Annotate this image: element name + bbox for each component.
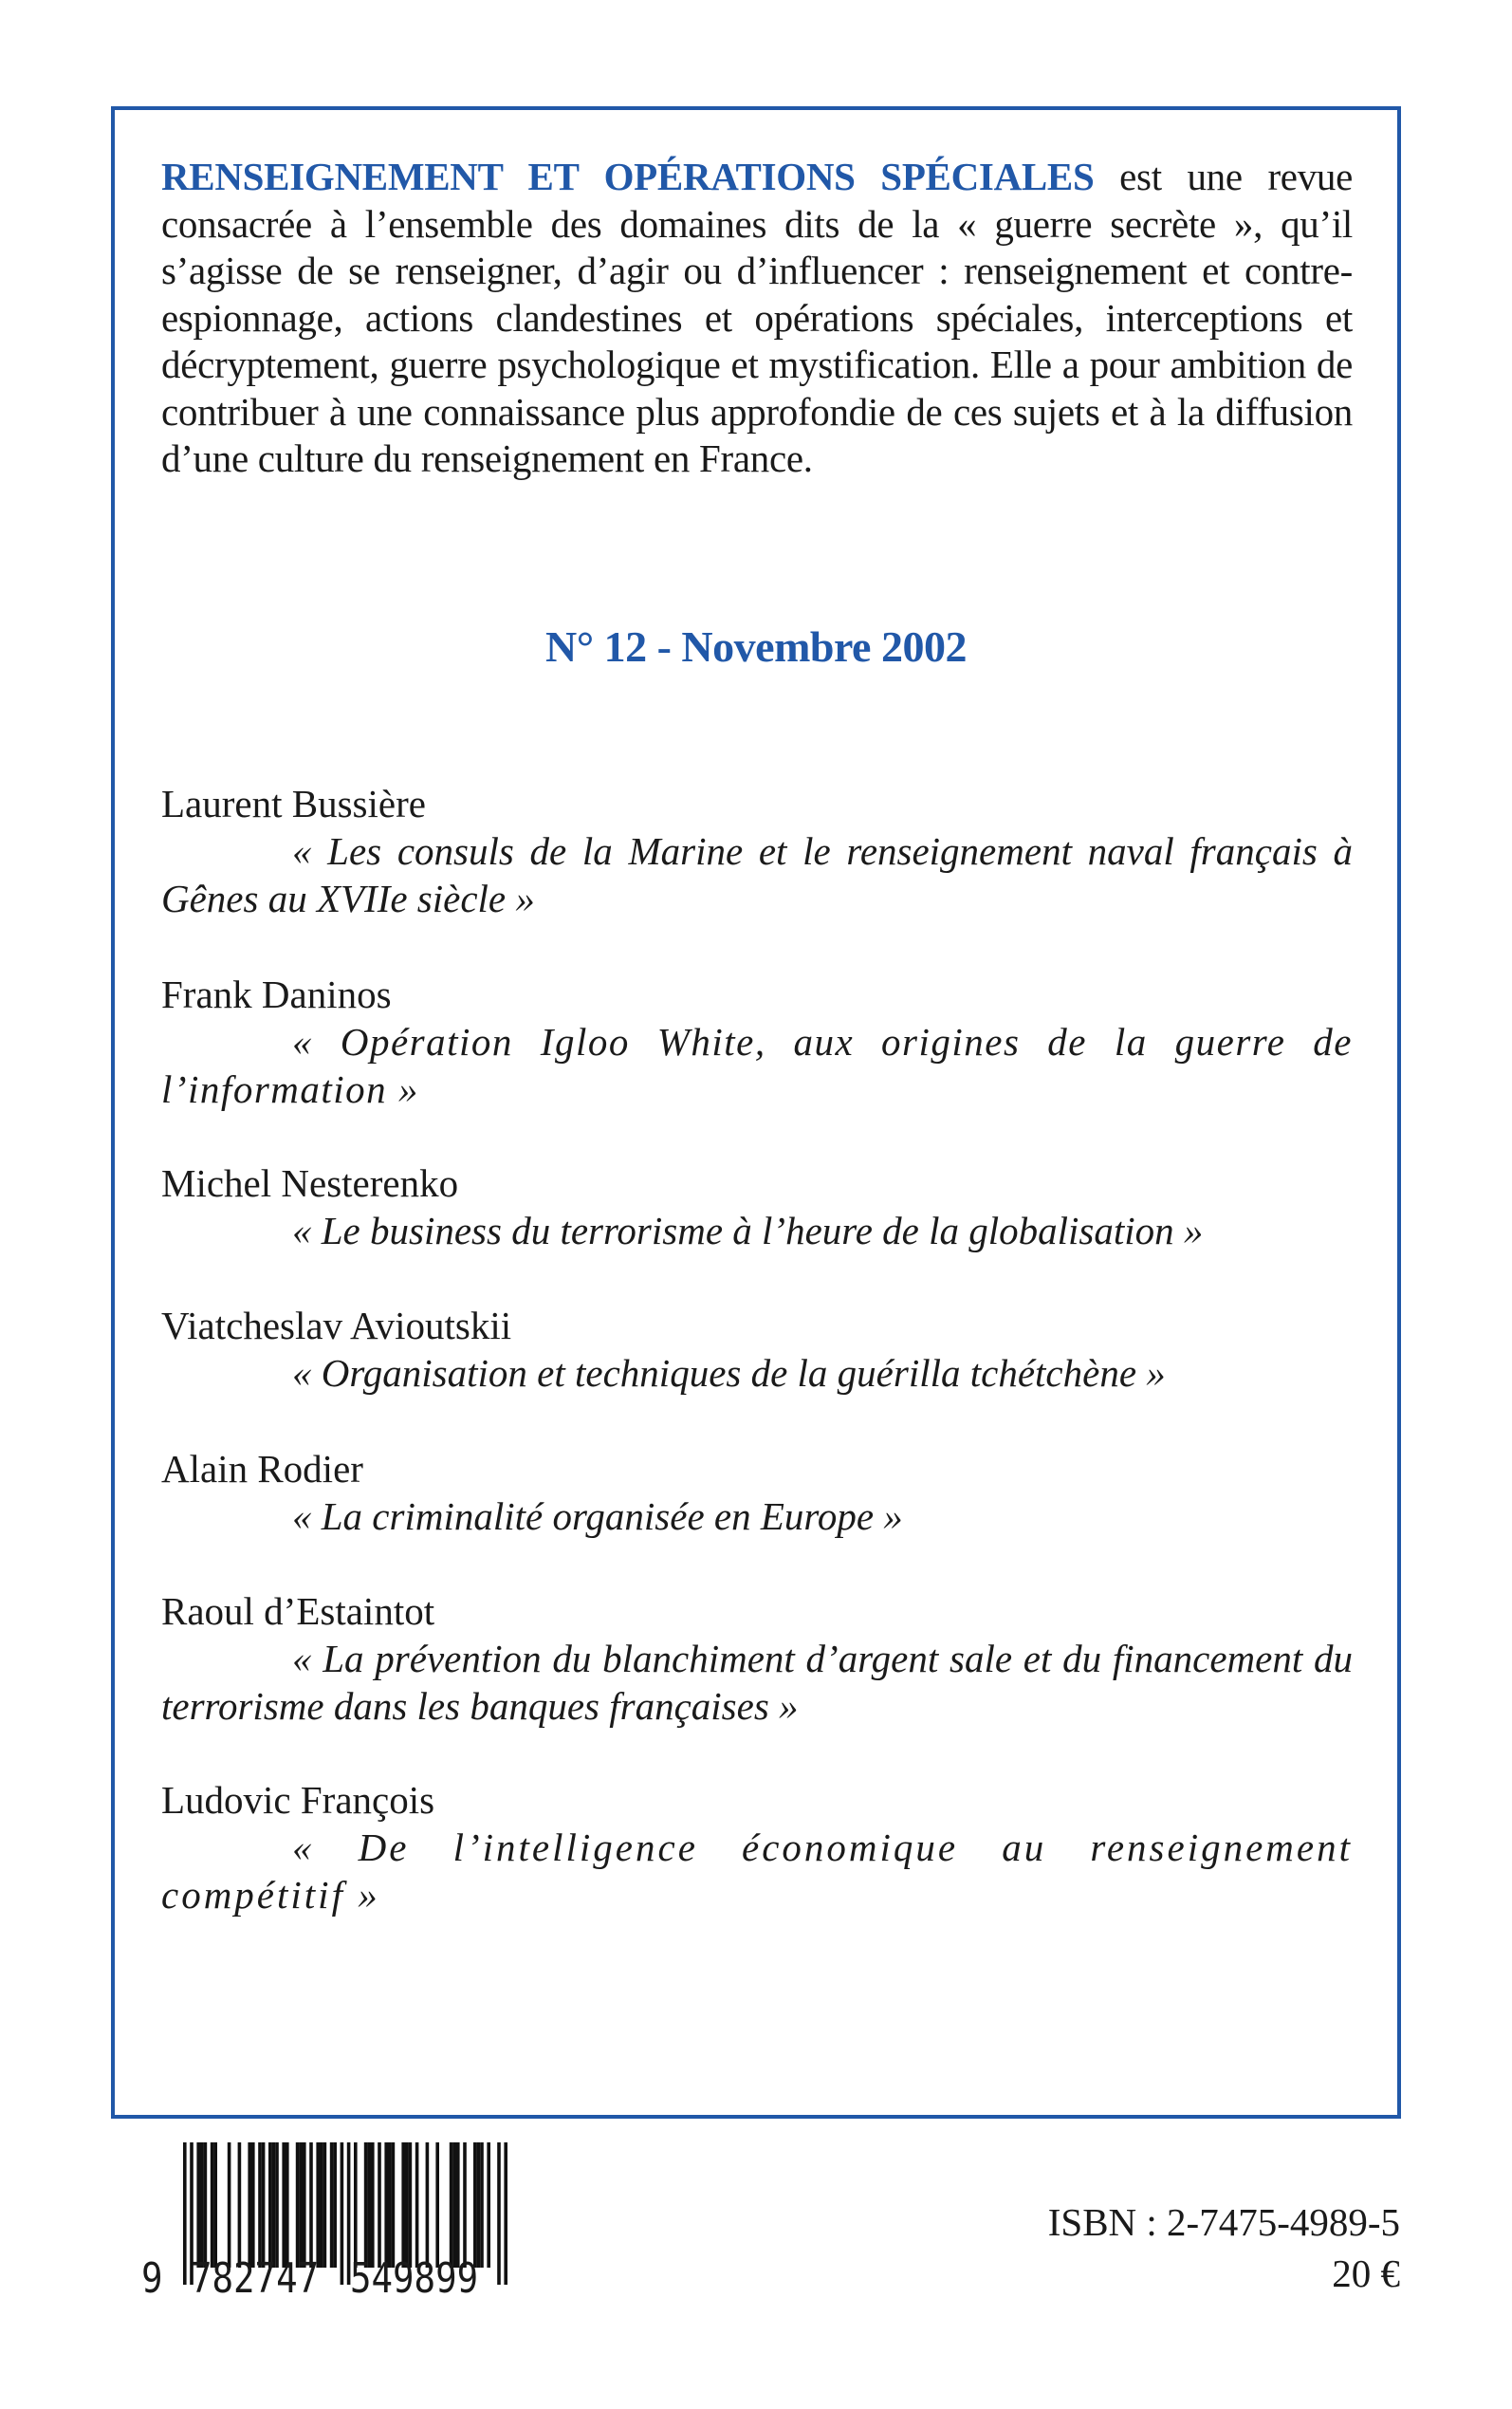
barcode-bar	[320, 2142, 323, 2268]
barcode-bar	[497, 2142, 501, 2285]
barcode-bar	[435, 2142, 439, 2268]
barcode-bar	[341, 2142, 344, 2285]
intro-paragraph	[161, 154, 1353, 483]
article-entry	[161, 1445, 1353, 1540]
article-entry	[161, 1776, 1353, 1918]
barcode-bar	[333, 2142, 337, 2268]
article-entry	[161, 971, 1353, 1113]
article-author: Viatcheslav Avioutskii	[161, 1304, 512, 1347]
barcode-bar	[354, 2142, 358, 2268]
article-title: « La criminalité organisée en Europe »	[292, 1494, 903, 1538]
barcode-bar	[275, 2142, 279, 2268]
barcode-bar	[473, 2142, 477, 2268]
barcode-bar	[415, 2142, 419, 2268]
barcode-bar	[371, 2142, 375, 2268]
article-author: Alain Rodier	[161, 1447, 363, 1491]
barcode-bar	[450, 2142, 453, 2268]
barcode-bar	[392, 2142, 396, 2268]
barcode-bar	[452, 2142, 456, 2268]
article-title: « Organisation et techniques de la guérilla tchétchène »	[292, 1351, 1166, 1395]
barcode-bar	[303, 2142, 306, 2268]
article-author: Raoul d’Estaintot	[161, 1589, 435, 1633]
barcode-bar	[388, 2142, 392, 2268]
barcode-bar	[213, 2142, 217, 2268]
journal-title: RENSEIGNEMENT ET OPÉRATIONS SPÉCIALES	[161, 155, 1095, 198]
barcode-bar	[367, 2142, 371, 2268]
barcode-bar	[378, 2142, 381, 2268]
article-entry	[161, 1159, 1353, 1254]
barcode-bar	[286, 2142, 289, 2268]
barcode-bar	[272, 2142, 276, 2268]
barcode-bar	[211, 2142, 214, 2268]
barcode-bar	[262, 2142, 266, 2268]
barcode-bar	[463, 2142, 467, 2268]
barcode-bar	[330, 2142, 334, 2268]
article-title: « Les consuls de la Marine et le renseignement naval français à Gênes au XVIIe siècle »	[161, 829, 1353, 920]
article-author: Frank Daninos	[161, 973, 392, 1016]
article-entry	[161, 1587, 1353, 1730]
price: 20 €	[1332, 2251, 1400, 2295]
barcode-bar	[504, 2142, 507, 2285]
barcode-bar	[296, 2142, 300, 2268]
article-title: « Le business du terrorisme à l’heure de la globalisation »	[292, 1209, 1204, 1252]
barcode-bar	[456, 2142, 460, 2268]
barcode-bar	[268, 2142, 272, 2268]
article-entry	[161, 780, 1353, 922]
barcode-bar	[248, 2142, 251, 2268]
barcode-bar	[477, 2142, 481, 2268]
barcode-bar	[323, 2142, 327, 2268]
article-author: Laurent Bussière	[161, 782, 426, 825]
barcode-bar	[228, 2142, 231, 2268]
barcode-bar	[251, 2142, 255, 2268]
barcode-bar	[384, 2142, 388, 2268]
barcode-digits-left: 782747	[191, 2254, 320, 2303]
barcode-bar	[258, 2142, 262, 2268]
barcode-bar	[238, 2142, 242, 2268]
barcode-bar	[480, 2142, 484, 2268]
barcode-bar	[200, 2142, 204, 2268]
barcode-bar	[401, 2142, 405, 2268]
issue-heading: N° 12 - Novembre 2002	[545, 622, 967, 671]
article-title: « La prévention du blanchiment d’argent sale et du financement du terrorisme dans les banques françaises »	[161, 1637, 1353, 1728]
barcode-bar	[299, 2142, 303, 2268]
barcode-bar	[196, 2142, 200, 2268]
article-title: « De l’intelligence économique au renseignement compétitif »	[161, 1825, 1353, 1917]
barcode-bar	[316, 2142, 320, 2268]
barcode-bar	[405, 2142, 409, 2268]
barcode-digit-first: 9	[141, 2254, 163, 2303]
article-author: Michel Nesterenko	[161, 1161, 459, 1205]
barcode-bar	[409, 2142, 413, 2268]
intro-text: est une revue consacrée à l’ensemble des domaines dits de la « guerre secrète », qu’il s’agisse de se renseigner, d’agir ou d’influencer : renseignement et contre-espionnage, actions clandestines et opérations spéciales, interceptions et décryptement, guerre psychologique et mystification. Elle a pour ambition de contribuer à une connaissance plus approfondie de ces sujets et à la diffusion d’une culture du renseignement en France.	[161, 155, 1353, 480]
article-title: « Opération Igloo White, aux origines de la guerre de l’information »	[161, 1020, 1353, 1111]
barcode-bar	[204, 2142, 208, 2268]
barcode	[141, 2142, 511, 2304]
barcode-bar	[364, 2142, 368, 2268]
barcode-bar	[282, 2142, 286, 2268]
article-entry	[161, 1302, 1353, 1397]
barcode-bar	[309, 2142, 313, 2268]
isbn: ISBN : 2-7475-4989-5	[1047, 2200, 1400, 2244]
barcode-bar	[183, 2142, 187, 2285]
barcode-bar	[426, 2142, 430, 2268]
article-author: Ludovic François	[161, 1778, 435, 1822]
barcode-digits-right: 549899	[350, 2254, 479, 2303]
barcode-bar	[487, 2142, 490, 2268]
